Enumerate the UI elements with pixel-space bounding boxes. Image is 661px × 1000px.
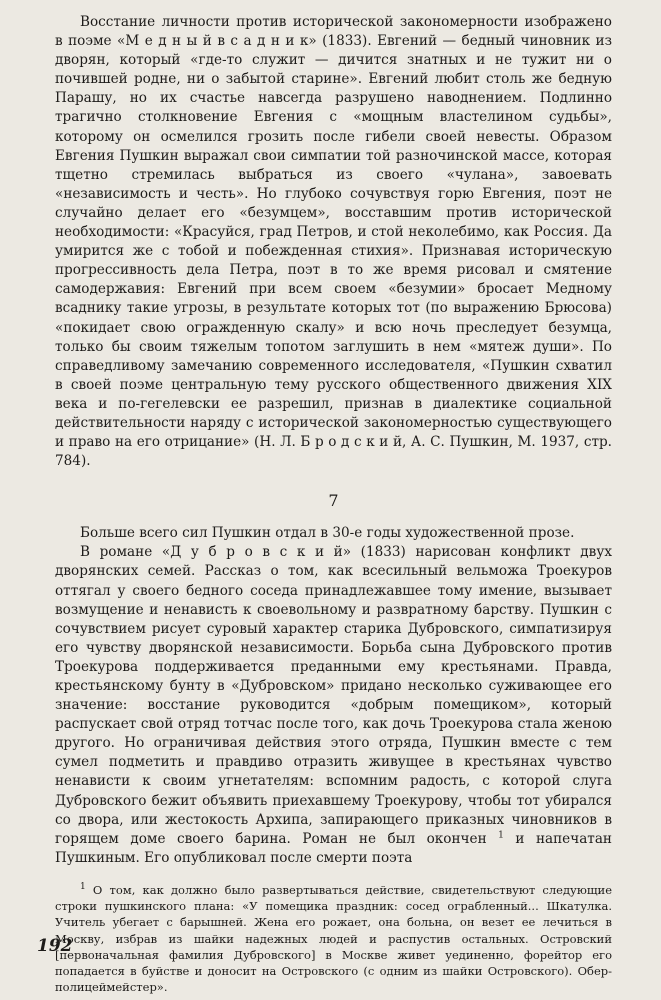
paragraph-bronze-horseman: Восстание личности против исторической закономерности изображено в поэме «М е д н ы й в с а д н и к» (1833). Евгений — бедный чиновник из дворян, который «где-то служит — дичится знатных и не тужит ни о почившей родне, ни о забытой старине». Евгений любит столь же бедную Парашу, но их счастье навсегда разрушено наводнением. Подлинно трагично столкновение Евгения с «мощным властелином судьбы», которому он осмелился грозить после гибели своей невесты. Образом Евгения Пушкин выражал свои симпатии той разночинской массе, которая тщетно стремилась выбраться из своего «чулана», завоевать «независимость и честь». Но глубоко сочувствуя горю Евгения, поэт не случайно делает его «безумцем», восставшим против исторической необходимости: «Красуйся, град Петров, и стой неколебимо, как Россия. Да умирится же с тобой и побежденная стихия». Признавая историческую прогрессивность дела Петра, поэт в то же время рисовал и смятение самодержавия: Евгений при всем своем «безумии» бросает Медному всаднику такие угрозы, в результате которых тот (по выражению Брюсова) «покидает свою огражденную скалу» и всю ночь преследует безумца, только бы своим тяжелым топотом заглушить в нем «мятеж души». По справедливому замечанию современного исследователя, «Пушкин схватил в своей поэме центральную тему русского общественного движения XIX века и по-гегелевски ее разрешил, признав в диалектике социальной действительности наряду с исторической закономерностью существующего и право на его отрицание» (Н. Л. Б р о д с к и й, А. С. Пушкин, М. 1937, стр. 784). [55, 14, 612, 470]
footnote-1 [55, 882, 612, 995]
paragraph-dubrovsky-text: В романе «Д у б р о в с к и й» (1833) нарисован конфликт двух дворянских семей. Рассказ о том, как всесильный вельможа Троекуров оттягал у своего бедного соседа принадлежавшее тому имение, вызывает возмущение и ненависть к своевольному и развратному барству. Пушкин с сочувствием рисует суровый характер старика Дубровского, симпатизируя его чувству дворянской независимости. Борьба сына Дубровского против Троекурова поддерживается преданными ему крестьянами. Правда, крестьянскому бунту в «Дубровском» придано несколько суживающее его значение: восстание руководится «добрым помещиком», который распускает свой отряд тотчас после того, как дочь Троекурова стала женою другого. Но ограничивая действия этого отряда, Пушкин вместе с тем сумел подметить и правдиво отразить живущее в крестьянах чувство ненависти к своим угнетателям: вспомним радость, с которой слуга Дубровского бежит объявить приехавшему Троекурову, чтобы тот убирался со двора, или жестокость Архипа, запирающего приказных чиновников в горящем доме своего барина. Роман не был окончен [55, 544, 612, 847]
footnotes [55, 882, 612, 995]
page-number: 192 [37, 936, 73, 956]
footnote-reference: 1 [498, 830, 504, 841]
footnote-text: О том, как должно было развертываться действие, свидетельствуют следующие строки пушкинского плана: «У помещика праздник: сосед ограбленный... Шкатулка. Учитель убегает с барышней. Жена его рожает, она больна, он везет ее лечиться в Москву, избрав из шайки надежных людей и распустив остальных. Островский [первоначальная фамилия Дубровского] в Москве живет уединенно, форейтор его попадается в буйстве и доносит на Островского (с одним из шайки Островского). Обер-полицеймейстер». [55, 882, 613, 995]
footnote-mark: 1 [80, 882, 86, 893]
paragraph-dubrovsky-tail: и напечатан Пушкиным. Его опубликовал после смерти поэта [55, 830, 612, 866]
paragraph-prose-intro: Больше всего сил Пушкин отдал в 30-е годы художественной прозе. [80, 525, 575, 542]
paragraph-dubrovsky [55, 543, 612, 868]
section-number: 7 [328, 491, 339, 511]
